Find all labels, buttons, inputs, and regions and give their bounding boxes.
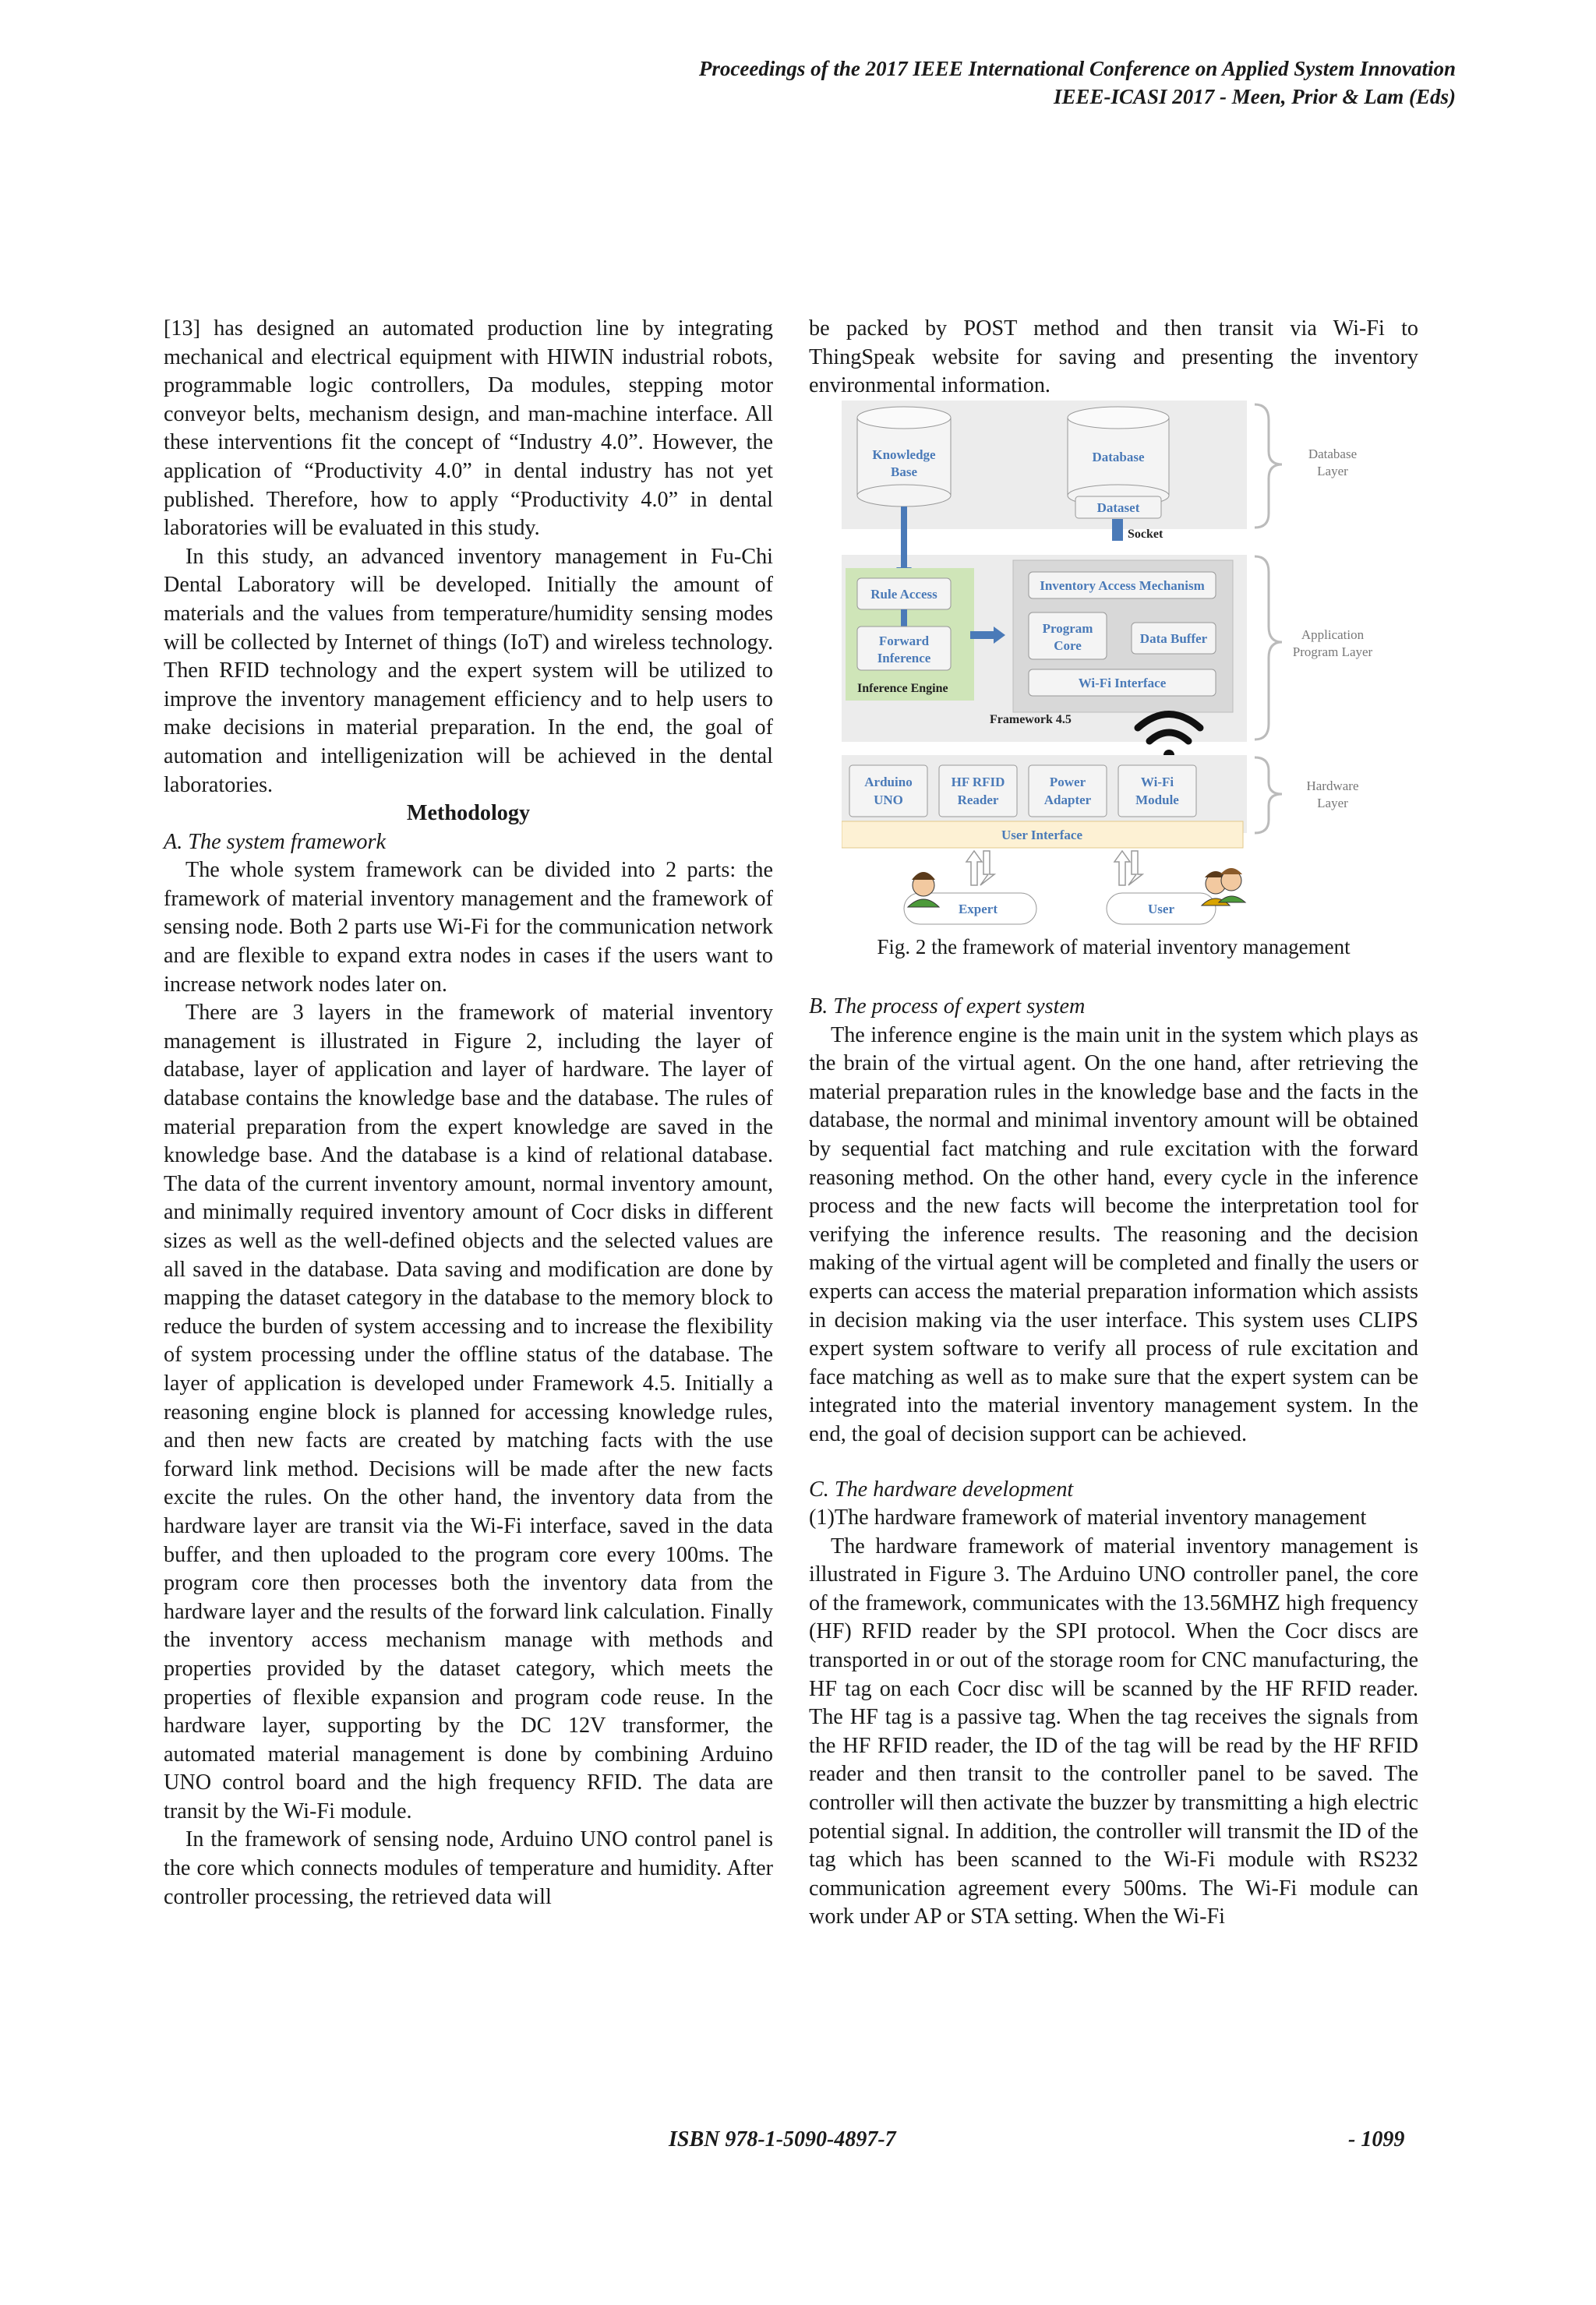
subsection-heading: C. The hardware development [809, 1477, 1074, 1502]
power-adapter-box [1029, 765, 1107, 817]
paragraph: be packed by POST method and then transit via Wi-Fi to ThingSpeak website for saving and presenting the inventory environmental information. [809, 316, 1418, 398]
hardware-layer-brace [1255, 757, 1282, 833]
paragraph: [13] has designed an automated production line by integrating mechanical and electrical equipment with HIWIN industrial robots, programmable logic controllers, Da modules, stepping motor conveyor belts, mechanism design, and man-machine interface. All these interventions fit the concept of “Industry 4.0”. However, the application of “Productivity 4.0” in dental industry has not yet published. Therefore, how to apply “Productivity 4.0” in dental laboratories will be evaluated in this study. [164, 316, 773, 541]
header-line-2: IEEE-ICASI 2017 - Meen, Prior & Lam (Eds) [1053, 85, 1456, 108]
right-column-lower [809, 976, 1418, 1932]
header-line-1: Proceedings of the 2017 IEEE International Conference on Applied System Innovation [698, 57, 1456, 80]
paragraph: In the framework of sensing node, Arduino UNO control panel is the core which connects modules of temperature and humidity. After controller processing, the retrieved data will [164, 1827, 773, 1909]
subsection-heading: A. The system framework [164, 829, 386, 854]
expert-label: Expert [958, 902, 998, 916]
wifi-interface-label: Wi-Fi Interface [1078, 676, 1167, 690]
knowledge-base-label-2: Base [891, 464, 917, 479]
figure-caption: Fig. 2 the framework of material inventory management [877, 935, 1351, 958]
paragraph: (1)The hardware framework of material inventory management [809, 1505, 1367, 1530]
framework-figure [842, 401, 1435, 958]
socket-arrow [1112, 519, 1123, 541]
paragraph: The hardware framework of material inventory management is illustrated in Figure 3. The Arduino UNO controller panel, the core of the framework, communicates with the 13.56MHZ high frequency (HF) RFID reader by the SPI protocol. When the Cocr discs are transported in or out of the storage room for CNC manufacturing, the HF tag on each Cocr disc will be scanned by the HF RFID reader. The HF tag is a passive tag. When the tag receives the signals from the HF RFID reader, the ID of the tag will be read by the HF RFID reader and then transit to the controller panel to be saved. The controller will then activate the buzzer by transmitting a high electric potential signal. In addition, the controller will transmit the ID of the tag which has been scanned to the Wi-Fi module with RS232 communication agreement every 500ms. The Wi-Fi module can work under AP or STA setting. When the Wi-Fi [809, 1534, 1418, 1929]
user-label: User [1148, 902, 1174, 916]
rule-access-label: Rule Access [870, 587, 937, 602]
program-core-label-1: Program [1042, 621, 1093, 636]
paragraph: The whole system framework can be divided into 2 parts: the framework of material inventory management and the framework of sensing node. Both 2 parts use Wi-Fi for the communication network and are flexible to expand extra nodes in cases if the users want to increase network nodes later on. [164, 858, 773, 997]
power-adapter-label-2: Adapter [1043, 792, 1092, 807]
inventory-access-label: Inventory Access Mechanism [1040, 578, 1205, 593]
arduino-label-1: Arduino [864, 775, 913, 789]
power-adapter-label-1: Power [1049, 775, 1086, 789]
database-layer-label-1: Database [1308, 447, 1358, 461]
subsection-heading: B. The process of expert system [809, 994, 1086, 1018]
wifi-module-label-1: Wi-Fi [1140, 775, 1174, 789]
framework-label: Framework 4.5 [990, 713, 1072, 726]
hardware-layer-label-1: Hardware [1306, 778, 1359, 793]
paragraph: In this study, an advanced inventory management in Fu-Chi Dental Laboratory will be developed. Initially the amount of materials and the values from temperature/humidity sensing modes will be collected by Internet of things (IoT) and wireless technology. Then RFID technology and the expert system will be utilized to improve the inventory management efficiency and to help users to make decisions in material preparation. In the end, the goal of automation and intelligenization will be achieved in the dental laboratories. [164, 544, 773, 797]
wifi-module-label-2: Module [1135, 792, 1179, 807]
rule-arrow [901, 609, 907, 627]
inference-engine-label: Inference Engine [857, 682, 948, 695]
right-column [809, 315, 1418, 401]
data-buffer-label: Data Buffer [1139, 631, 1208, 646]
user-interface-label: User Interface [1001, 828, 1083, 842]
knowledge-base-label-1: Knowledge [872, 447, 936, 462]
socket-label: Socket [1128, 528, 1163, 541]
page-number: - 1099 [1348, 2127, 1405, 2151]
section-heading: Methodology [406, 801, 531, 826]
arduino-box [849, 765, 927, 817]
inference-arrow [970, 631, 994, 639]
wifi-module-box [1118, 765, 1196, 817]
hf-rfid-box [939, 765, 1017, 817]
dataset-label: Dataset [1096, 500, 1140, 515]
proceedings-header [699, 55, 1456, 111]
forward-inference-label-2: Inference [877, 651, 931, 665]
paragraph: There are 3 layers in the framework of material inventory management is illustrated in Figure 2, including the layer of database, layer of application and layer of hardware. The layer of database contains the knowledge base and the database. The rules of material preparation from the expert knowledge are saved in the knowledge base. And the database is a kind of relational database. The data of the current inventory amount, normal inventory amount, and minimally required inventory amount of Cocr disks in different sizes as well as the well-defined objects and the selected values are all saved in the database. Data saving and modification are done by mapping the dataset category in the database to the memory block to reduce the burden of system accessing and to increase the flexibility of system processing under the offline status of the database. The layer of application is developed under Framework 4.5. Initially a reasoning engine block is planned for accessing knowledge rules, and then new facts are created by matching facts with the use forward link method. Decisions will be made after the new facts excite the rules. On the other hand, the inventory data from the hardware layer are transit via the Wi-Fi interface, saved in the data buffer, and then uploaded to the program core every 100ms. The program core then processes both the inventory data from the hardware layer and the results of the forward link calculation. Finally the inventory access mechanism manage with methods and properties provided by the dataset category, which meets the properties of flexible expansion and program code reuse. In the hardware layer, supporting by the DC 12V transformer, the automated material management is done by combining Arduino UNO control board and the high frequency RFID. The data are transit by the Wi-Fi module. [164, 1001, 773, 1823]
isbn: ISBN 978-1-5090-4897-7 [669, 2127, 896, 2151]
expert-io-arrows [966, 851, 994, 885]
hf-rfid-label-1: HF RFID [951, 775, 1005, 789]
database-layer-brace [1255, 404, 1282, 528]
program-core-label-2: Core [1054, 638, 1082, 653]
hardware-layer-label-2: Layer [1317, 796, 1348, 810]
framework-diagram [842, 401, 1435, 958]
app-layer-label-2: Program Layer [1292, 644, 1373, 659]
user-io-arrows [1114, 851, 1142, 885]
arduino-label-2: UNO [874, 792, 903, 807]
database-label: Database [1092, 450, 1145, 464]
database-layer-label-2: Layer [1317, 464, 1348, 478]
hf-rfid-label-2: Reader [957, 792, 999, 807]
left-column [164, 315, 773, 1911]
kb-arrow [901, 507, 907, 569]
paragraph: The inference engine is the main unit in the system which plays as the brain of the virtual agent. On the one hand, after retrieving the material preparation rules in the knowledge base and the facts in the database, the normal and minimal inventory amount will be obtained by sequential fact matching and rule excitation with the forward reasoning method. On the other hand, every cycle in the inference process and the new facts will become the interpretation tool for verifying the inference results. The reasoning and the decision making of the virtual agent will be completed and finally the users or experts can access the material preparation information which assists in decision making via the user interface. This system uses CLIPS expert system software to verify all process of rule excitation and face matching as well as to make sure that the expert system can be integrated into the material inventory management system. In the end, the goal of decision support can be achieved. [809, 1022, 1418, 1446]
app-layer-brace [1255, 556, 1282, 740]
forward-inference-label-1: Forward [878, 634, 930, 648]
app-layer-label-1: Application [1301, 627, 1365, 642]
